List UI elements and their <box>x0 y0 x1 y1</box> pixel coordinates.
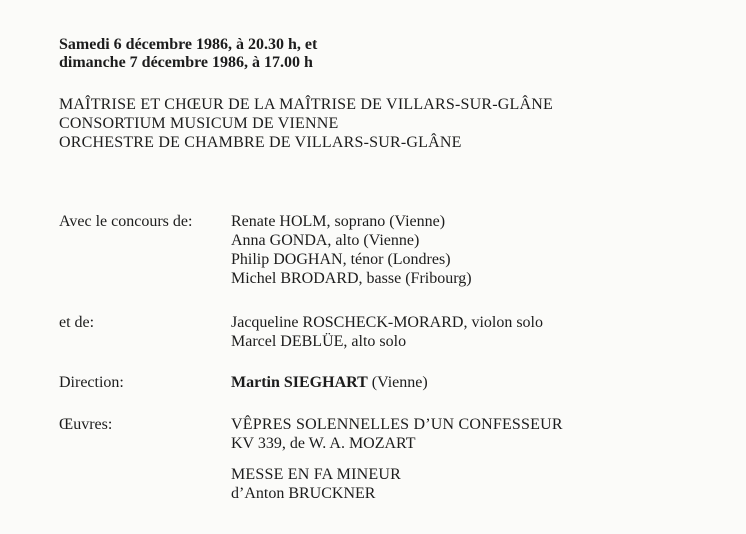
conductor-origin: (Vienne) <box>367 374 428 391</box>
work-detail: d’Anton BRUCKNER <box>231 485 376 502</box>
work-title: VÊPRES SOLENNELLES D’UN CONFESSEUR <box>231 416 563 433</box>
ensemble-line: ORCHESTRE DE CHAMBRE DE VILLARS-SUR-GLÂNE <box>59 134 462 151</box>
work-detail: KV 339, de W. A. MOZART <box>231 435 416 452</box>
direction-label: Direction: <box>59 374 124 391</box>
ensemble-line: CONSORTIUM MUSICUM DE VIENNE <box>59 115 339 132</box>
soloist-line: Renate HOLM, soprano (Vienne) <box>231 213 446 230</box>
soloist-line: Philip DOGHAN, ténor (Londres) <box>231 251 451 268</box>
conductor-name: Martin SIEGHART <box>231 374 368 391</box>
work-title: MESSE EN FA MINEUR <box>231 466 401 483</box>
soloist-line: Jacqueline ROSCHECK-MORARD, violon solo <box>231 314 543 331</box>
soloist-line: Marcel DEBLÜE, alto solo <box>231 333 407 350</box>
concours-label: Avec le concours de: <box>59 213 193 230</box>
oeuvres-label: Œuvres: <box>59 416 113 433</box>
soloist-line: Michel BRODARD, basse (Fribourg) <box>231 270 472 287</box>
date-line-2: dimanche 7 décembre 1986, à 17.00 h <box>59 54 313 71</box>
date-line-1: Samedi 6 décembre 1986, à 20.30 h, et <box>59 36 318 53</box>
conductor <box>231 374 428 392</box>
ensemble-line: MAÎTRISE ET CHŒUR DE LA MAÎTRISE DE VILLARS-SUR-GLÂNE <box>59 96 554 113</box>
soloist-line: Anna GONDA, alto (Vienne) <box>231 232 420 249</box>
et-de-label: et de: <box>59 314 95 331</box>
